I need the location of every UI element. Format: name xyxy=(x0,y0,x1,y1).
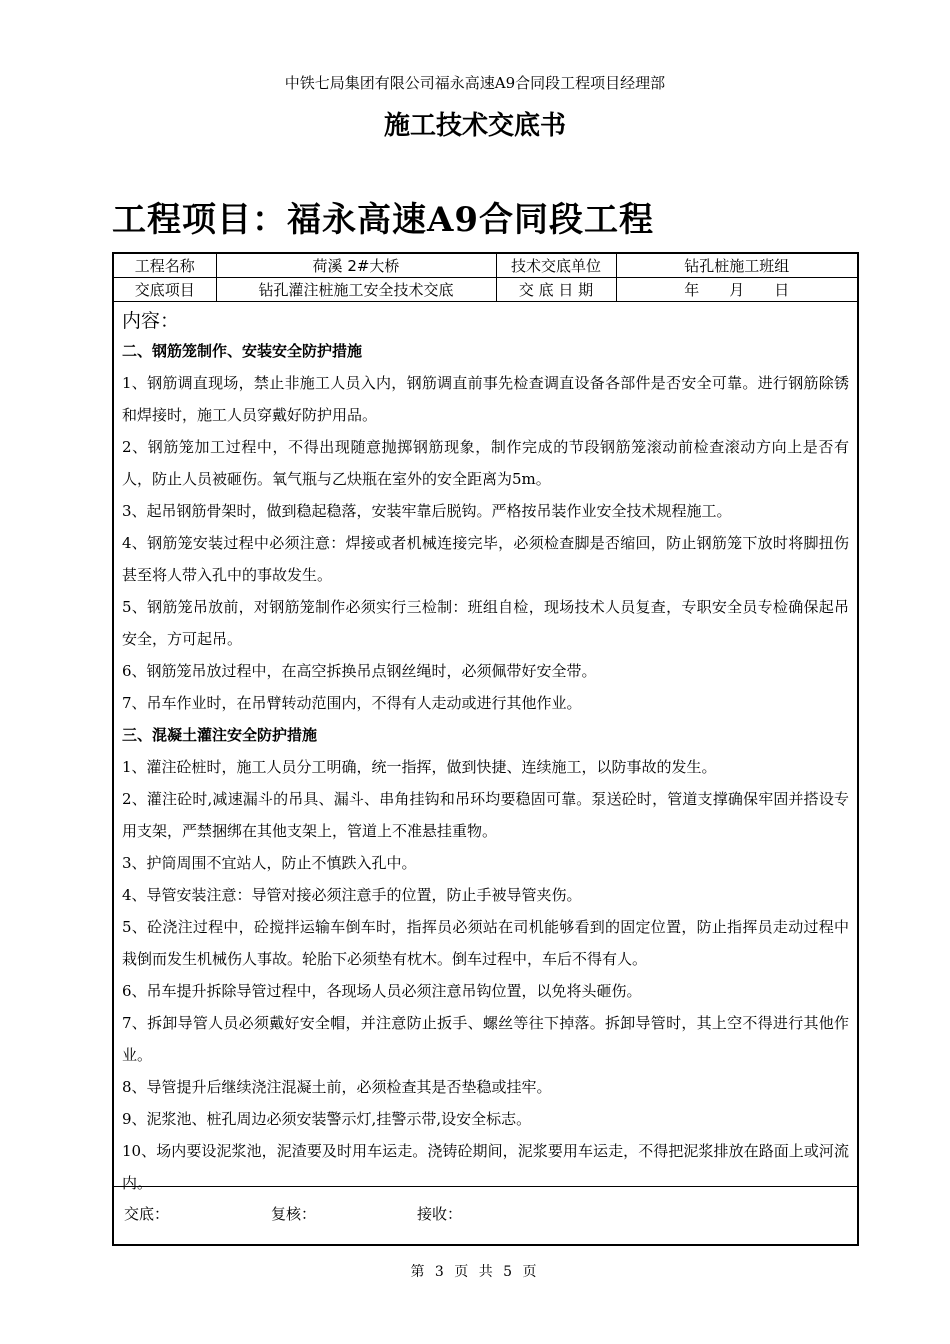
handover-signature-label: 交底： xyxy=(124,1205,170,1223)
project-title: 工程项目：福永高速A9合同段工程 xyxy=(112,200,655,240)
content-area xyxy=(114,307,857,1192)
section-3-title: 三、混凝土灌注安全防护措施 xyxy=(122,726,318,744)
content-label: 内容： xyxy=(122,310,180,332)
section-2-item: 5、钢筋笼吊放前，对钢筋笼制作必须实行三检制：班组自检，现场技术人员复查，专职安全员专检确保起吊安全，方可起吊。 xyxy=(122,598,849,648)
organization-header: 中铁七局集团有限公司福永高速A9合同段工程项目经理部 xyxy=(284,74,666,92)
section-3-item: 5、砼浇注过程中，砼搅拌运输车倒车时，指挥员必须站在司机能够看到的固定位置，防止指挥员走动过程中栽倒而发生机械伤人事故。轮胎下必须垫有枕木。倒车过程中，车后不得有人。 xyxy=(122,918,849,968)
review-signature-label: 复核： xyxy=(271,1205,317,1223)
info-row-2 xyxy=(114,278,857,302)
handover-form xyxy=(112,252,859,1246)
item-value: 钻孔灌注桩施工安全技术交底 xyxy=(216,278,496,302)
info-table xyxy=(114,254,857,302)
unit-label: 技术交底单位 xyxy=(496,254,616,278)
page-number: 第 3 页 共 5 页 xyxy=(410,1264,540,1280)
unit-value: 钻孔桩施工班组 xyxy=(616,254,857,278)
section-2-item: 1、钢筋调直现场，禁止非施工人员入内，钢筋调直前事先检查调直设备各部件是否安全可靠。进行钢筋除锈和焊接时，施工人员穿戴好防护用品。 xyxy=(122,374,849,424)
section-2-item: 6、钢筋笼吊放过程中，在高空拆换吊点钢丝绳时，必须佩带好安全带。 xyxy=(122,662,597,680)
section-2-item: 4、钢筋笼安装过程中必须注意：焊接或者机械连接完毕，必须检查脚是否缩回，防止钢筋笼下放时将脚扭伤甚至将人带入孔中的事故发生。 xyxy=(122,534,849,584)
section-3-item: 6、吊车提升拆除导管过程中，各现场人员必须注意吊钩位置，以免将头砸伤。 xyxy=(122,982,642,1000)
section-3-item: 10、场内要设泥浆池，泥渣要及时用车运走。浇铸砼期间，泥浆要用车运走，不得把泥浆排放在路面上或河流内。 xyxy=(122,1142,849,1192)
section-3-item: 8、导管提升后继续浇注混凝土前，必须检查其是否垫稳或挂牢。 xyxy=(122,1078,552,1096)
date-value: 年 月 日 xyxy=(616,278,857,302)
section-2-item: 3、起吊钢筋骨架时，做到稳起稳落，安装牢靠后脱钩。严格按吊装作业安全技术规程施工。 xyxy=(122,502,732,520)
section-3-item: 9、泥浆池、桩孔周边必须安装警示灯,挂警示带,设安全标志。 xyxy=(122,1110,532,1128)
section-2-item: 2、钢筋笼加工过程中，不得出现随意抛掷钢筋现象，制作完成的节段钢筋笼滚动前检查滚动方向上是否有人，防止人员被砸伤。氧气瓶与乙炔瓶在室外的安全距离为5m。 xyxy=(122,438,849,488)
date-label: 交 底 日 期 xyxy=(496,278,616,302)
section-3-item: 2、灌注砼时,减速漏斗的吊具、漏斗、串角挂钩和吊环均要稳固可靠。泵送砼时，管道支撑确保牢固并搭设专用支架，严禁捆绑在其他支架上，管道上不准悬挂重物。 xyxy=(122,790,849,840)
item-label: 交底项目 xyxy=(114,278,216,302)
section-3-item: 4、导管安装注意：导管对接必须注意手的位置，防止手被导管夹伤。 xyxy=(122,886,582,904)
info-row-1 xyxy=(114,254,857,278)
section-2-title: 二、钢筋笼制作、安装安全防护措施 xyxy=(122,342,363,360)
document-title: 施工技术交底书 xyxy=(383,111,566,141)
section-3-item: 3、护筒周围不宜站人，防止不慎跌入孔中。 xyxy=(122,854,417,872)
section-3-item: 1、灌注砼桩时，施工人员分工明确，统一指挥，做到快捷、连续施工，以防事故的发生。 xyxy=(122,758,717,776)
receive-signature-label: 接收： xyxy=(417,1205,463,1223)
project-name-value: 荷溪 2#大桥 xyxy=(216,254,496,278)
section-2-item: 7、吊车作业时，在吊臂转动范围内，不得有人走动或进行其他作业。 xyxy=(122,694,582,712)
section-3-item: 7、拆卸导管人员必须戴好安全帽，并注意防止扳手、螺丝等往下掉落。拆卸导管时，其上空不得进行其他作业。 xyxy=(122,1014,849,1064)
signature-row xyxy=(114,1186,857,1245)
project-name-label: 工程名称 xyxy=(114,254,216,278)
